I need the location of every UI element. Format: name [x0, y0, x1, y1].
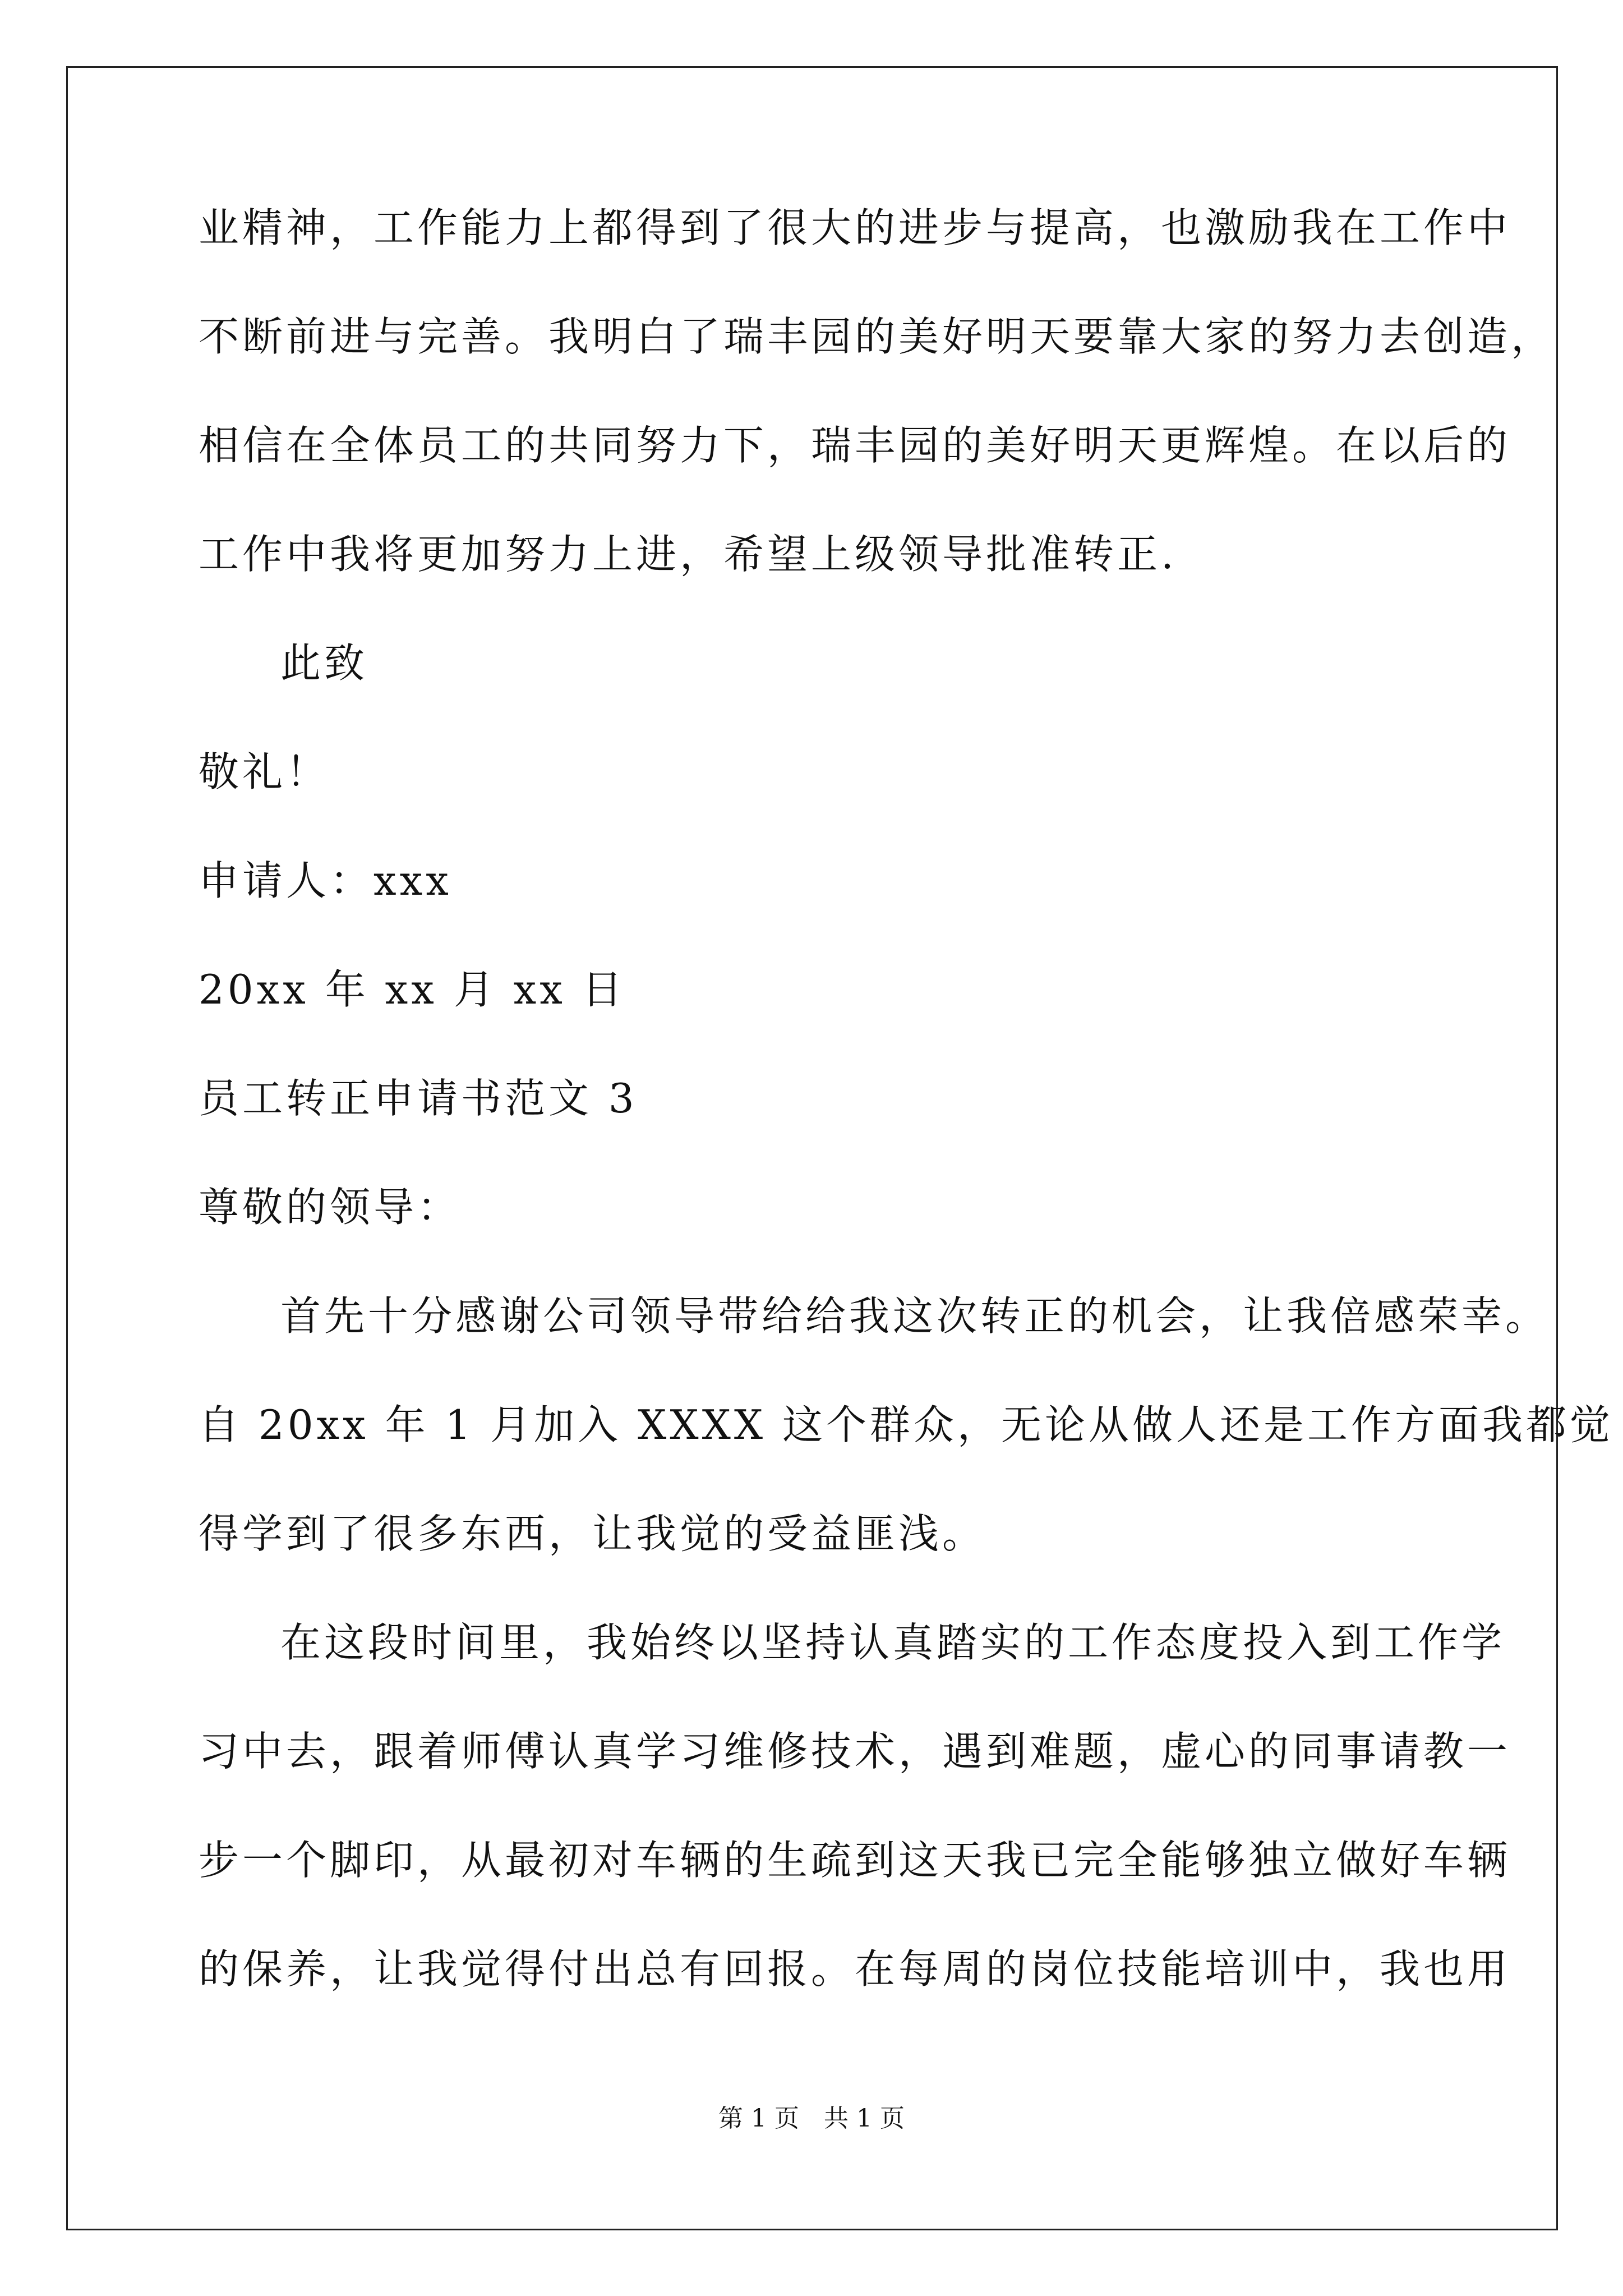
document-body [199, 204, 1613, 2058]
text-line: 业精神，工作能力上都得到了很大的进步与提高，也激励我在工作中 [199, 204, 1511, 251]
closing-line: 敬礼！ [199, 748, 330, 795]
text-line: 工作中我将更加努力上进，希望上级领导批准转正. [199, 531, 1177, 578]
greeting-line: 尊敬的领导： [199, 1184, 462, 1231]
text-line: 相信在全体员工的共同努力下，瑞丰园的美好明天更辉煌。在以后的 [199, 422, 1511, 469]
text-line: 的保养，让我觉得付出总有回报。在每周的岗位技能培训中，我也用 [199, 1945, 1511, 1993]
text-line: 习中去，跟着师傅认真学习维修技术，遇到难题，虚心的同事请教一 [199, 1728, 1511, 1775]
text-line: 首先十分感谢公司领导带给给我这次转正的机会，让我倍感荣幸。 [280, 1292, 1550, 1340]
text-line: 步一个脚印，从最初对车辆的生疏到这天我已完全能够独立做好车辆 [199, 1837, 1511, 1884]
date-line: 20xx 年 xx 月 xx 日 [199, 966, 626, 1013]
page-footer: 第 1 页 共 1 页 [718, 2104, 905, 2133]
text-line: 自 20xx 年 1 月加入 XXXX 这个群众，无论从做人还是工作方面我都觉 [199, 1401, 1613, 1448]
applicant-line: 申请人：xxx [199, 857, 452, 904]
text-line: 在这段时间里，我始终以坚持认真踏实的工作态度投入到工作学 [280, 1619, 1506, 1666]
section-title: 员工转正申请书范文 3 [199, 1075, 638, 1122]
text-line: 得学到了很多东西，让我觉的受益匪浅。 [199, 1510, 986, 1557]
text-line: 不断前进与完善。我明白了瑞丰园的美好明天要靠大家的努力去创造， [199, 313, 1555, 360]
salutation-line: 此致 [280, 639, 368, 687]
